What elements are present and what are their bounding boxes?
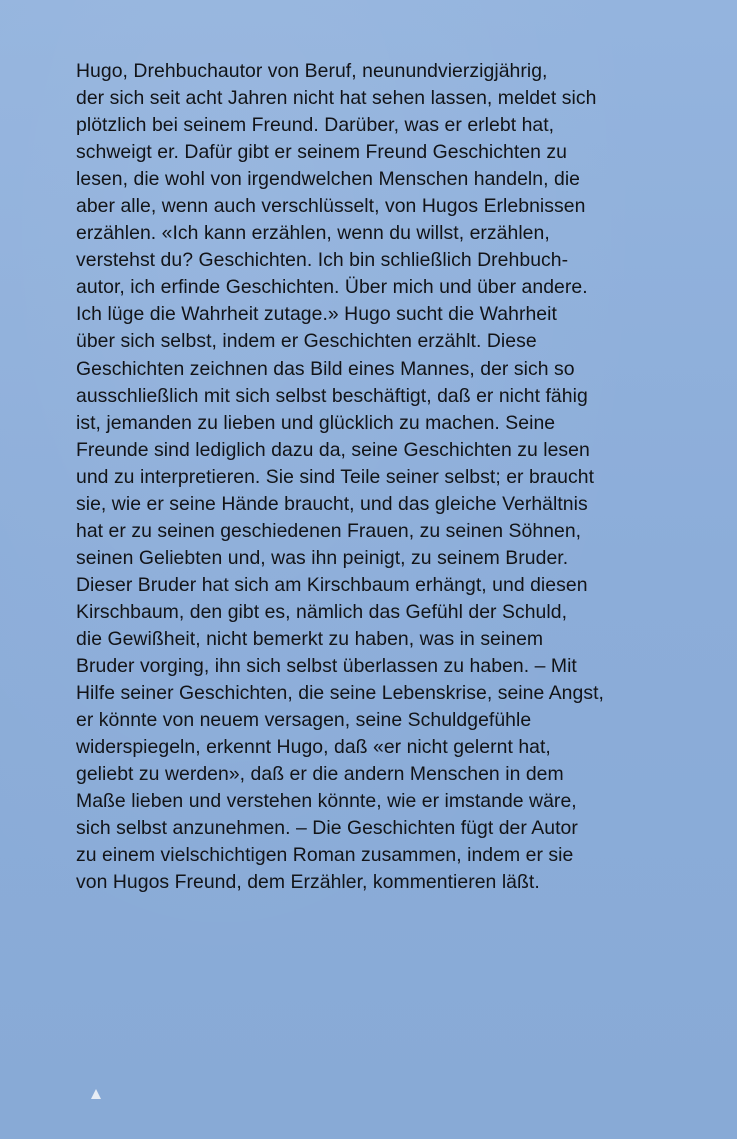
blurb-line: autor, ich erfinde Geschichten. Über mich und über andere.	[76, 276, 588, 299]
blurb-line: widerspiegeln, erkennt Hugo, daß «er nicht gelernt hat,	[76, 736, 551, 759]
blurb-line: Hilfe seiner Geschichten, die seine Lebenskrise, seine Angst,	[76, 682, 604, 705]
blurb-line: Maße lieben und verstehen könnte, wie er imstande wäre,	[76, 790, 577, 813]
blurb-line: aber alle, wenn auch verschlüsselt, von Hugos Erlebnissen	[76, 195, 586, 218]
blurb-line: Bruder vorging, ihn sich selbst überlassen zu haben. – Mit	[76, 655, 577, 678]
blurb-line: die Gewißheit, nicht bemerkt zu haben, was in seinem	[76, 627, 544, 650]
blurb-line: ist, jemanden zu lieben und glücklich zu machen. Seine	[76, 411, 556, 434]
blurb-line: plötzlich bei seinem Freund. Darüber, was er erlebt hat,	[76, 114, 555, 137]
blurb-line: er könnte von neuem versagen, seine Schuldgefühle	[76, 709, 532, 732]
blurb-line: hat er zu seinen geschiedenen Frauen, zu seinen Söhnen,	[76, 519, 582, 542]
blurb-line: lesen, die wohl von irgendwelchen Menschen handeln, die	[76, 168, 581, 191]
blurb-line: sich selbst anzunehmen. – Die Geschichten fügt der Autor	[76, 817, 578, 840]
blurb-line: schweigt er. Dafür gibt er seinem Freund Geschichten zu	[76, 141, 567, 164]
blurb-line: seinen Geliebten und, was ihn peinigt, zu seinem Bruder.	[76, 546, 569, 569]
blurb-line: ausschließlich mit sich selbst beschäftigt, daß er nicht fähig	[76, 384, 588, 407]
blurb-line: der sich seit acht Jahren nicht hat sehen lassen, meldet sich	[76, 87, 597, 110]
blurb-text	[76, 58, 726, 896]
blurb-line: Geschichten zeichnen das Bild eines Mannes, der sich so	[76, 357, 575, 380]
blurb-line: Dieser Bruder hat sich am Kirschbaum erhängt, und diesen	[76, 573, 588, 596]
blurb-line: Ich lüge die Wahrheit zutage.» Hugo sucht die Wahrheit	[76, 303, 557, 326]
blurb-line: Kirschbaum, den gibt es, nämlich das Gefühl der Schuld,	[76, 600, 568, 623]
blurb-line: sie, wie er seine Hände braucht, und das gleiche Verhältnis	[76, 492, 588, 515]
blurb-line: verstehst du? Geschichten. Ich bin schließlich Drehbuch-	[76, 249, 569, 272]
blurb-line: erzählen. «Ich kann erzählen, wenn du willst, erzählen,	[76, 222, 550, 245]
blurb-line: Freunde sind lediglich dazu da, seine Geschichten zu lesen	[76, 438, 590, 461]
blurb-line: Hugo, Drehbuchautor von Beruf, neunundvierzigjährig,	[76, 60, 548, 82]
blurb-line: über sich selbst, indem er Geschichten erzählt. Diese	[76, 330, 537, 353]
blurb-line: von Hugos Freund, dem Erzähler, kommentieren läßt.	[76, 871, 540, 894]
blurb-line: und zu interpretieren. Sie sind Teile seiner selbst; er braucht	[76, 465, 595, 488]
paper-scuff-mark	[91, 1089, 101, 1099]
blurb-line: zu einem vielschichtigen Roman zusammen, indem er sie	[76, 844, 574, 867]
blurb-line: geliebt zu werden», daß er die andern Menschen in dem	[76, 763, 564, 786]
